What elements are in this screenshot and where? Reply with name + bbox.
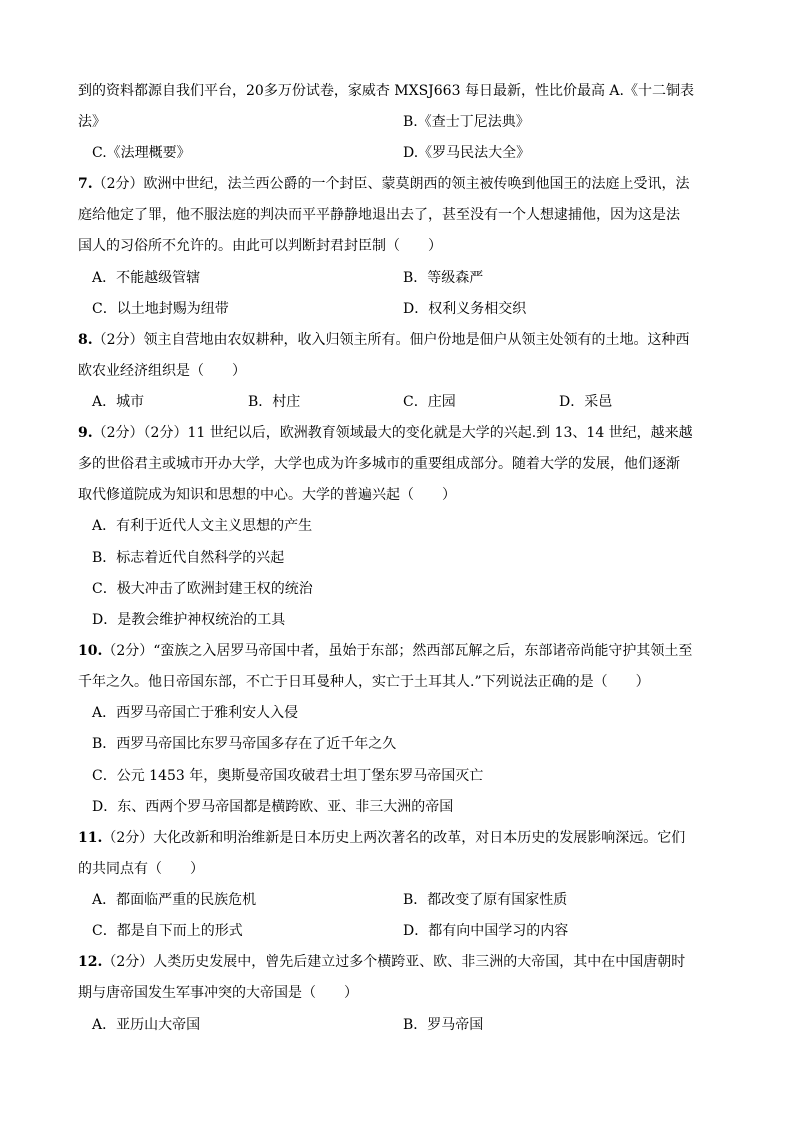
q9-option-b: B．标志着近代自然科学的兴起 <box>92 550 285 566</box>
question-7-number: 7. <box>78 176 93 192</box>
q7-option-d: D．权利义务相交织 <box>403 301 527 317</box>
question-9-line-2: 多的世俗君主或城市开办大学，大学也成为许多城市的重要组成部分。随着大学的发展，他们逐渐 <box>78 456 680 472</box>
q8-option-c: C．庄园 <box>403 394 456 410</box>
question-9-line-3: 取代修道院成为知识和思想的中心。大学的普遍兴起（ ） <box>78 487 456 503</box>
question-8-line-1 <box>78 330 690 350</box>
q8-option-d: D．采邑 <box>559 394 613 410</box>
q6-option-c: C.《法理概要》 <box>92 145 191 161</box>
q11-option-a: A．都面临严重的民族危机 <box>92 892 257 908</box>
question-11-number: 11. <box>78 830 103 846</box>
q7-option-b: B．等级森严 <box>403 270 484 286</box>
question-9-number: 9. <box>78 425 93 441</box>
question-11-text-1: （2分）大化改新和明治维新是日本历史上两次著名的改革，对日本历史的发展影响深远。它们 <box>102 830 686 846</box>
question-7-line-2: 庭给他定了罪，他不服法庭的判决而平平静静地退出去了，甚至没有一个人想逮捕他，因为这是法 <box>78 207 680 223</box>
question-12-text-1: （2分）人类历史发展中，曾先后建立过多个横跨亚、欧、非三洲的大帝国，其中在中国唐朝时 <box>102 954 686 970</box>
question-8-number: 8. <box>78 332 93 348</box>
q8-option-a: A．城市 <box>92 394 145 410</box>
question-7-line-3: 国人的习俗所不允许的。由此可以判断封君封臣制（ ） <box>78 238 442 254</box>
question-7-text-1: （2分）欧洲中世纪，法兰西公爵的一个封臣、蒙莫朗西的领主被传唤到他国王的法庭上受讯，法 <box>92 176 690 192</box>
q7-option-c: C．以土地封赐为纽带 <box>92 301 229 317</box>
question-12-line-1 <box>78 952 685 972</box>
intro-line-2: 法》 <box>78 114 106 130</box>
question-8-line-2: 欧农业经济组织是（ ） <box>78 363 246 379</box>
question-12-line-2: 期与唐帝国发生军事冲突的大帝国是（ ） <box>78 985 358 1001</box>
question-11-line-1 <box>78 828 685 848</box>
question-10-number: 10. <box>78 643 103 659</box>
q10-option-a: A．西罗马帝国亡于雅利安人入侵 <box>92 705 299 721</box>
intro-line-1: 到的资料都源自我们平台，20多万份试卷，家威杏 MXSJ663 每日最新，性比价最高 A.《十二铜表 <box>78 83 694 99</box>
q8-option-b: B．村庄 <box>248 394 301 410</box>
q11-option-c: C．都是自下而上的形式 <box>92 923 243 939</box>
q7-option-a: A．不能越级管辖 <box>92 270 201 286</box>
q10-option-c: C．公元 1453 年，奥斯曼帝国攻破君士坦丁堡东罗马帝国灭亡 <box>92 768 484 784</box>
q6-option-d: D.《罗马民法大全》 <box>403 145 531 161</box>
question-8-text-1: （2分）领主自营地由农奴耕种，收入归领主所有。佃户份地是佃户从领主处领有的土地。这种西 <box>92 332 690 348</box>
q9-option-a: A．有利于近代人文主义思想的产生 <box>92 518 313 534</box>
question-9-line-1 <box>78 423 693 443</box>
q12-option-a: A．亚历山大帝国 <box>92 1017 201 1033</box>
q10-option-b: B．西罗马帝国比东罗马帝国多存在了近千年之久 <box>92 736 397 752</box>
question-9-text-1: （2分）（2分）11 世纪以后，欧洲教育领域最大的变化就是大学的兴起.到 13、14 世纪，越来越 <box>92 425 693 441</box>
q11-option-d: D．都有向中国学习的内容 <box>403 923 569 939</box>
q9-option-c: C．极大冲击了欧洲封建王权的统治 <box>92 581 313 597</box>
question-10-line-1 <box>78 641 692 661</box>
question-10-line-2: 千年之久。他日帝国东部，不亡于日耳曼种人，实亡于土耳其人.”下列说法正确的是（ ） <box>78 674 650 690</box>
question-10-text-1: （2分）“蛮族之入居罗马帝国中者，虽始于东部；然西部瓦解之后，东部诸帝尚能守护其领土至 <box>102 643 693 659</box>
question-12-number: 12. <box>78 954 103 970</box>
question-7-line-1 <box>78 174 690 194</box>
q9-option-d: D．是教会维护神权统治的工具 <box>92 612 286 628</box>
q11-option-b: B．都改变了原有国家性质 <box>403 892 568 908</box>
q6-option-b: B.《查士丁尼法典》 <box>403 114 530 130</box>
q10-option-d: D．东、西两个罗马帝国都是横跨欧、亚、非三大洲的帝国 <box>92 799 454 815</box>
q12-option-b: B．罗马帝国 <box>403 1017 484 1033</box>
question-11-line-2: 的共同点有（ ） <box>78 861 204 877</box>
